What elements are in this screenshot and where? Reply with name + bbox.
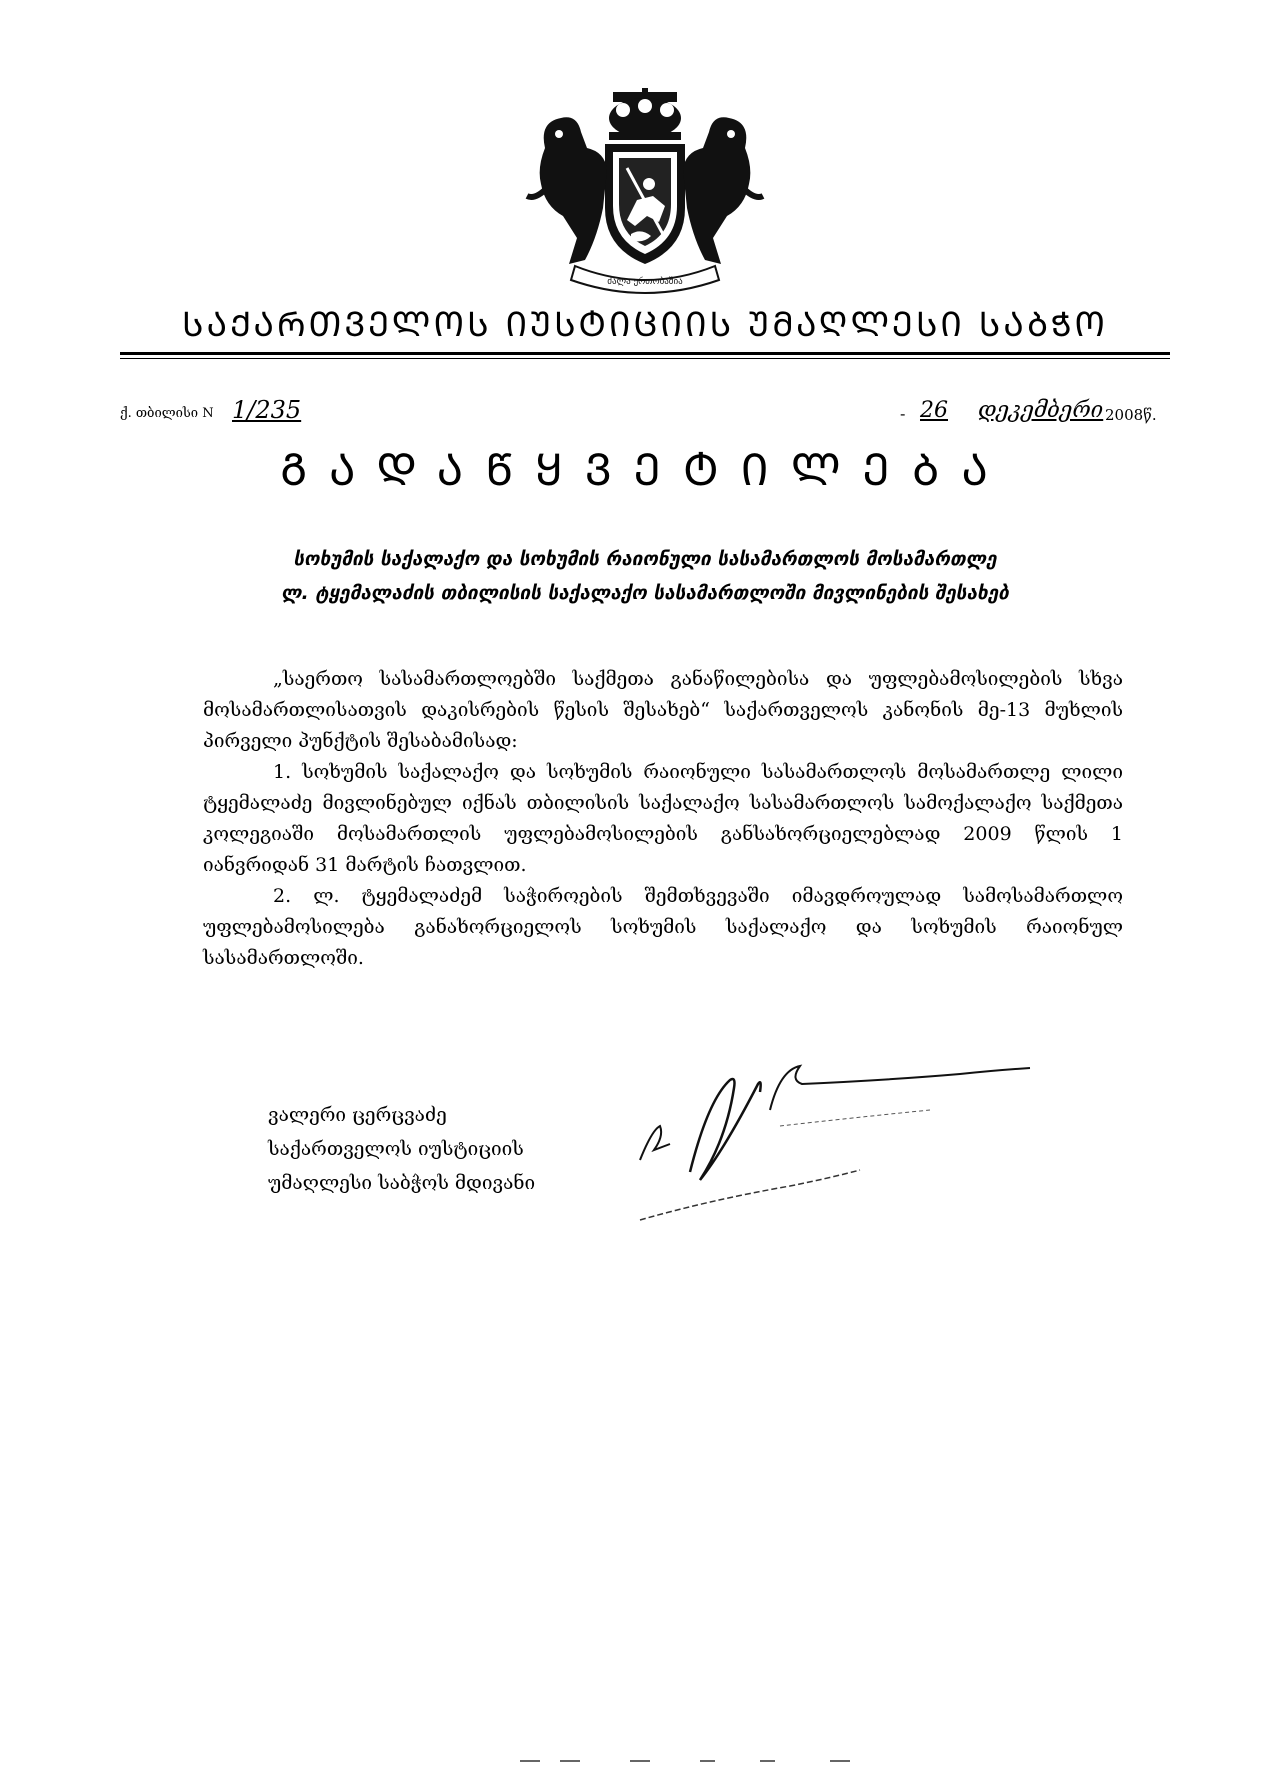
document-type-heading: ᲒᲐᲓᲐᲬᲧᲕᲔᲢᲘᲚᲔᲑᲐ: [280, 445, 1010, 496]
document-subject: [230, 542, 1060, 610]
body-preamble: „საერთო სასამართლოებში საქმეთა განაწილებისა და უფლებამოსილების სხვა მოსამართლისათვის დაკისრების წესის შესახებ“ საქართველოს კანონის მე-13 მუხლის პირველი პუნქტის შესაბამისად:: [203, 668, 1123, 752]
date-year: 2008წ.: [1105, 406, 1157, 424]
registration-number: 1/235: [232, 396, 302, 424]
lion-supporter-left-icon: [527, 117, 607, 264]
crown-icon: [609, 88, 681, 140]
header-rule-thin: [120, 358, 1170, 359]
signatory-block: [268, 1098, 535, 1200]
body-item-2: 2. ლ. ტყემალაძემ საჭიროების შემთხვევაში იმავდროულად სამოსამართლო უფლებამოსილება განახორციელოს სოხუმის საქალაქო და სოხუმის რაიონულ სასამართლოში.: [203, 885, 1123, 969]
handwritten-signature: [630, 1040, 1080, 1240]
scan-artifact-marks: [510, 1756, 910, 1766]
shield-icon: [605, 144, 685, 264]
signatory-position-line-1: საქართველოს იუსტიციის: [268, 1138, 524, 1160]
registration-row: [120, 396, 1170, 430]
body-item-1: 1. სოხუმის საქალაქო და სოხუმის რაიონული სასამართლოს მოსამართლე ლილი ტყემალაძე მივლინებულ იქნას თბილისის საქალაქო სასამართლოს სამოქალაქო საქმეთა კოლეგიაში მოსამართლის უფლებამოსილების განსახორციელებლად 2009 წლის 1 იანვრიდან 31 მარტის ჩათვლით.: [203, 761, 1123, 876]
motto-ribbon: [571, 266, 719, 293]
lion-supporter-right-icon: [683, 117, 763, 264]
coat-of-arms-emblem: [515, 88, 775, 298]
header-rule-thick: [120, 352, 1170, 355]
svg-text:ძალა ერთობაშია: ძალა ერთობაშია: [607, 277, 683, 287]
signatory-position-line-2: უმაღლესი საბჭოს მდივანი: [268, 1172, 536, 1194]
subject-line-2: ლ. ტყემალაძის თბილისის საქალაქო სასამართლოში მივლინების შესახებ: [281, 582, 1009, 604]
organization-title: ᲡᲐᲥᲐᲠᲗᲕᲔᲚᲝᲡ ᲘᲣᲡᲢᲘᲪᲘᲘᲡ ᲣᲛᲐᲦᲚᲔᲡᲘ ᲡᲐᲑᲭᲝ: [182, 305, 1108, 345]
subject-line-1: სოხუმის საქალაქო და სოხუმის რაიონული სასამართლოს მოსამართლე: [293, 548, 997, 570]
date-prefix: -: [900, 404, 906, 423]
document-body: [203, 664, 1123, 974]
registration-label: ქ. თბილისი N: [120, 406, 214, 421]
date-day: 26: [920, 398, 948, 423]
signatory-name: ვალერი ცერცვაძე: [268, 1104, 447, 1126]
date-month: დეკემბერი: [978, 398, 1104, 423]
